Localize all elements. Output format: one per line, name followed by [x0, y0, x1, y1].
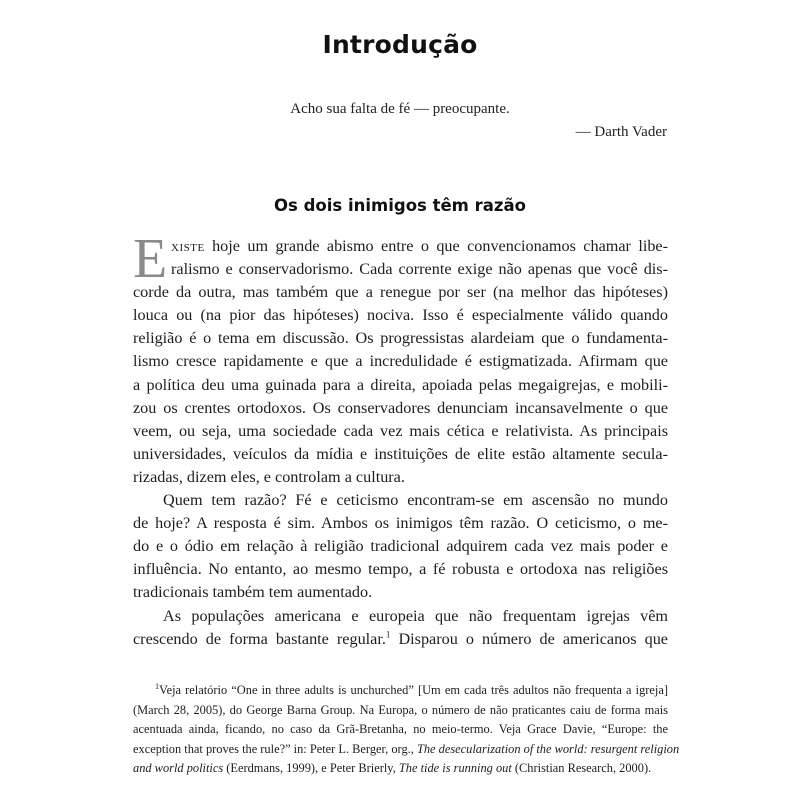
body-line: influência. No entanto, ao mesmo tempo, a fé robusta e ortodoxa nas religiões: [133, 560, 668, 579]
footnote-reference[interactable]: 1: [385, 629, 391, 640]
body-line: do e o ódio em relação à religião tradicional adquirem cada vez mais poder e: [133, 537, 668, 556]
first-paragraph-opening: [133, 228, 668, 290]
footnotes: [133, 681, 680, 779]
small-caps-word: xiste: [171, 237, 205, 255]
body-line: louca ou (na pior das hipóteses) nociva. Isso é especialmente válido quando: [133, 306, 668, 325]
footnote-line: exception that proves the rule?” in: Peter L. Berger, org., The desecularization of the world: resurgent religion: [133, 741, 680, 756]
epigraph-attribution: — Darth Vader: [575, 124, 667, 140]
body-line: lismo cresce rapidamente e que a incredulidade é estigmatizada. Afirmam que: [133, 352, 668, 371]
book-title: and world politics: [133, 761, 224, 776]
footnote-line: and world politics (Eerdmans, 1999), e Peter Brierly, The tide is running out (Christian Research, 2000).: [133, 761, 652, 776]
body-line: corde da outra, mas também que a renegue por ser (na melhor das hipóteses): [133, 283, 668, 302]
book-title: The tide is running out: [398, 761, 512, 776]
body-line: veem, ou seja, uma sociedade cada vez mais cética e relativista. As principais: [133, 421, 668, 440]
body-line: ralismo e conservadorismo. Cada corrente exige não apenas que você dis-: [171, 260, 668, 279]
epigraph-quote: Acho sua falta de fé — preocupante.: [290, 101, 510, 117]
footnote-marker: 1: [155, 681, 159, 691]
body-text: [133, 228, 668, 651]
body-line: As populações americana e europeia que não frequentam igrejas vêm: [163, 606, 668, 625]
drop-cap: E: [133, 228, 168, 290]
footnote-line: (March 28, 2005), do George Barna Group. Na Europa, o número de não praticantes caiu de forma mais: [133, 702, 668, 717]
body-line: a política deu uma guinada para a direita, apoiada pelas megaigrejas, e mobili-: [133, 375, 668, 394]
body-line: universidades, veículos da mídia e instituições de elite estão altamente secula-: [133, 444, 668, 463]
body-line: de hoje? A resposta é sim. Ambos os inimigos têm razão. O ceticismo, o me-: [133, 514, 668, 533]
section-title: Os dois inimigos têm razão: [274, 196, 526, 215]
body-line: xiste hoje um grande abismo entre o que convencionamos chamar libe-: [171, 237, 668, 255]
book-title: The desecularization of the world: resurgent religion: [416, 741, 680, 756]
body-line: tradicionais também tem aumentado.: [133, 583, 373, 602]
body-line: Quem tem razão? Fé e ceticismo encontram-se em ascensão no mundo: [163, 491, 668, 510]
footnote-line: $^1$Veja relatório “One in three adults is unchurched” [Um em cada três adultos não frequenta a igreja]: [155, 681, 668, 697]
chapter-title: Introdução: [322, 30, 478, 59]
footnote-line: acentuada ainda, ficando, no caso da Grã-Bretanha, no meio-termo. Veja Grace Davie, “Europe: the: [133, 722, 668, 737]
body-line: crescendo de forma bastante regular.$^1$ Disparou o número de americanos que: [133, 629, 668, 648]
body-line: rizadas, dizem eles, e controlam a cultura.: [133, 467, 405, 486]
body-line: zou os crentes ortodoxos. Os conservadores denunciam incansavelmente o que: [133, 398, 668, 417]
body-line: religião é o tema em discussão. Os progressistas alardeiam que o fundamenta-: [133, 329, 668, 348]
